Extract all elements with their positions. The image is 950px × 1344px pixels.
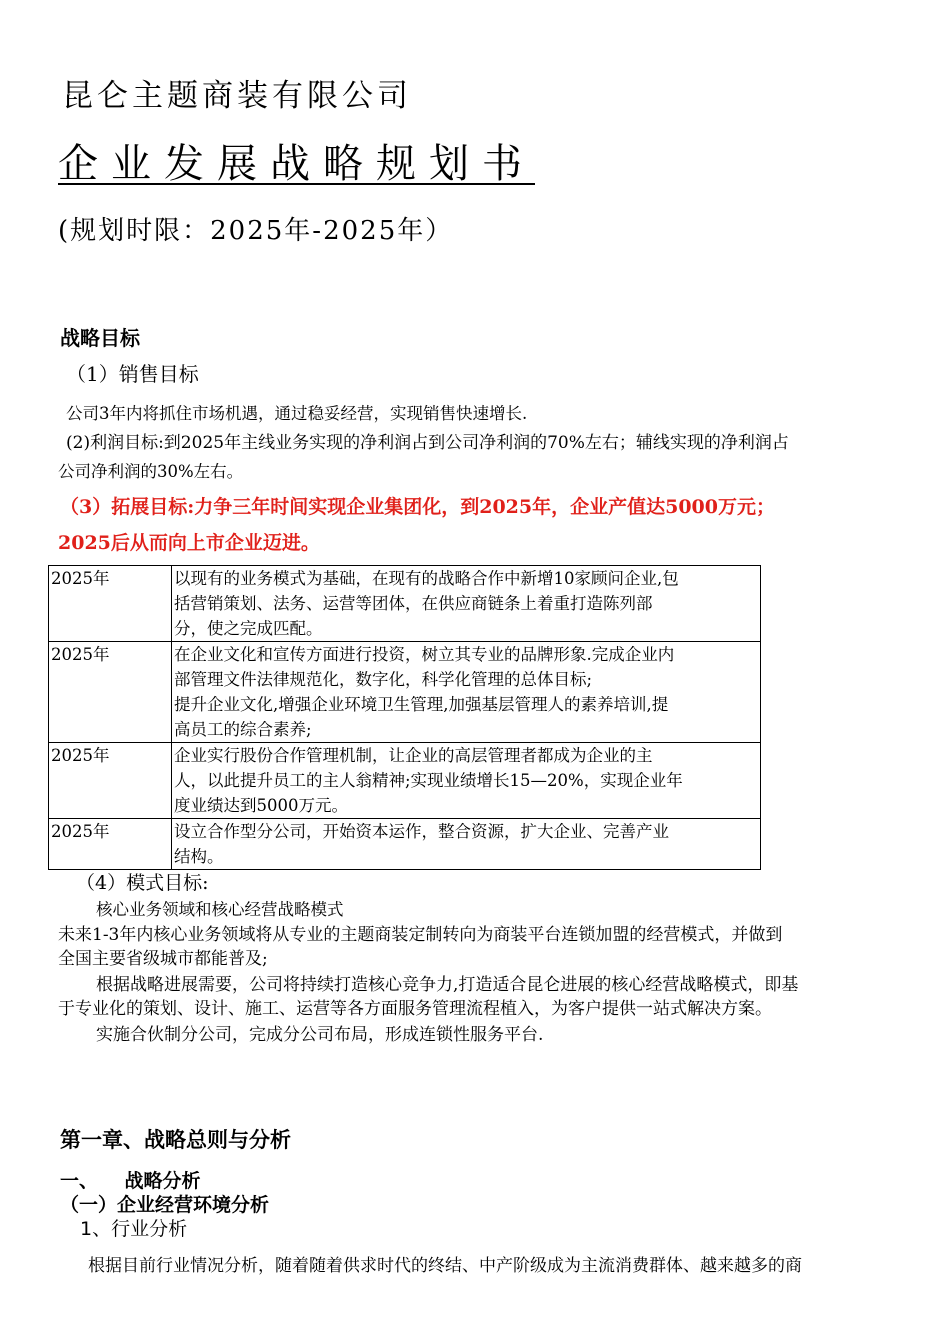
- chapter1-title: 第一章、战略总则与分析: [60, 1128, 291, 1152]
- industry-analysis-text: 根据目前行业情况分析，随着随着供求时代的终结、中产阶级成为主流消费群体、越来越多的商: [88, 1256, 802, 1276]
- sales-goal-text: 公司3年内将抓住市场机遇，通过稳妥经营，实现销售快速增长.: [66, 404, 528, 423]
- strategic-goals-heading: 战略目标: [60, 326, 140, 350]
- plan-cell: 在企业文化和宣传方面进行投资，树立其专业的品牌形象.完成企业内 部管理文件法律规范化，数字化，科学化管理的总体目标; 提升企业文化,增强企业环境卫生管理,加强基层管理人的素养培训,提 高员工的综合素养;: [172, 642, 761, 743]
- year-cell: 2025年: [49, 743, 172, 819]
- section1-1-heading: （一）企业经营环境分析: [60, 1194, 270, 1216]
- year-cell: 2025年: [49, 642, 172, 743]
- section1-heading: 一、 战略分析: [60, 1170, 201, 1192]
- section1-1-1-heading: 1、行业分析: [80, 1218, 188, 1240]
- profit-goal-line1: (2)利润目标:到2025年主线业务实现的净利润占到公司净利润的70%左右；辅线实现的净利润占: [66, 433, 789, 453]
- expand-goal-line1: （3）拓展目标:力争三年时间实现企业集团化，到2025年，企业产值达5000万元；: [60, 496, 775, 518]
- year-cell: 2025年: [49, 819, 172, 870]
- mode-goal-subtitle: 核心业务领域和核心经营战略模式: [96, 900, 344, 919]
- plan-cell: 企业实行股份合作管理机制，让企业的高层管理者都成为企业的主 人，以此提升员工的主人翁精神;实现业绩增长15—20%，实现企业年 度业绩达到5000万元。: [172, 743, 761, 819]
- table-row: [49, 743, 761, 819]
- mode-para3: 实施合伙制分公司，完成分公司布局，形成连锁性服务平台.: [96, 1025, 544, 1045]
- mode-goal-title: （4）模式目标:: [76, 872, 209, 894]
- mode-para1-line1: 未来1-3年内核心业务领域将从专业的主题商装定制转向为商装平台连锁加盟的经营模式，并做到: [58, 925, 783, 945]
- document-title: 企业发展战略规划书: [58, 141, 535, 187]
- plan-table: [48, 565, 761, 870]
- plan-cell: 设立合作型分公司，开始资本运作，整合资源，扩大企业、完善产业 结构。: [172, 819, 761, 870]
- expand-goal-line2: 2025后从而向上市企业迈进。: [58, 532, 320, 554]
- mode-para1-line2: 全国主要省级城市都能普及;: [58, 949, 268, 969]
- profit-goal-line2: 公司净利润的30%左右。: [58, 462, 244, 481]
- table-row: [49, 642, 761, 743]
- mode-para2-line2: 于专业化的策划、设计、施工、运营等各方面服务管理流程植入，为客户提供一站式解决方案。: [58, 999, 772, 1019]
- company-name: 昆仑主题商装有限公司: [62, 78, 412, 114]
- sales-goal-title: （1）销售目标: [66, 362, 199, 386]
- mode-para2-line1: 根据战略进展需要，公司将持续打造核心竞争力,打造适合昆仑进展的核心经营战略模式，即基: [96, 975, 799, 995]
- plan-cell: 以现有的业务模式为基础，在现有的战略合作中新增10家顾问企业,包 括营销策划、法务、运营等团体，在供应商链条上着重打造陈列部 分，使之完成匹配。: [172, 566, 761, 642]
- year-cell: 2025年: [49, 566, 172, 642]
- table-row: [49, 819, 761, 870]
- table-row: [49, 566, 761, 642]
- planning-period: (规划时限：2025年-2025年）: [58, 216, 454, 246]
